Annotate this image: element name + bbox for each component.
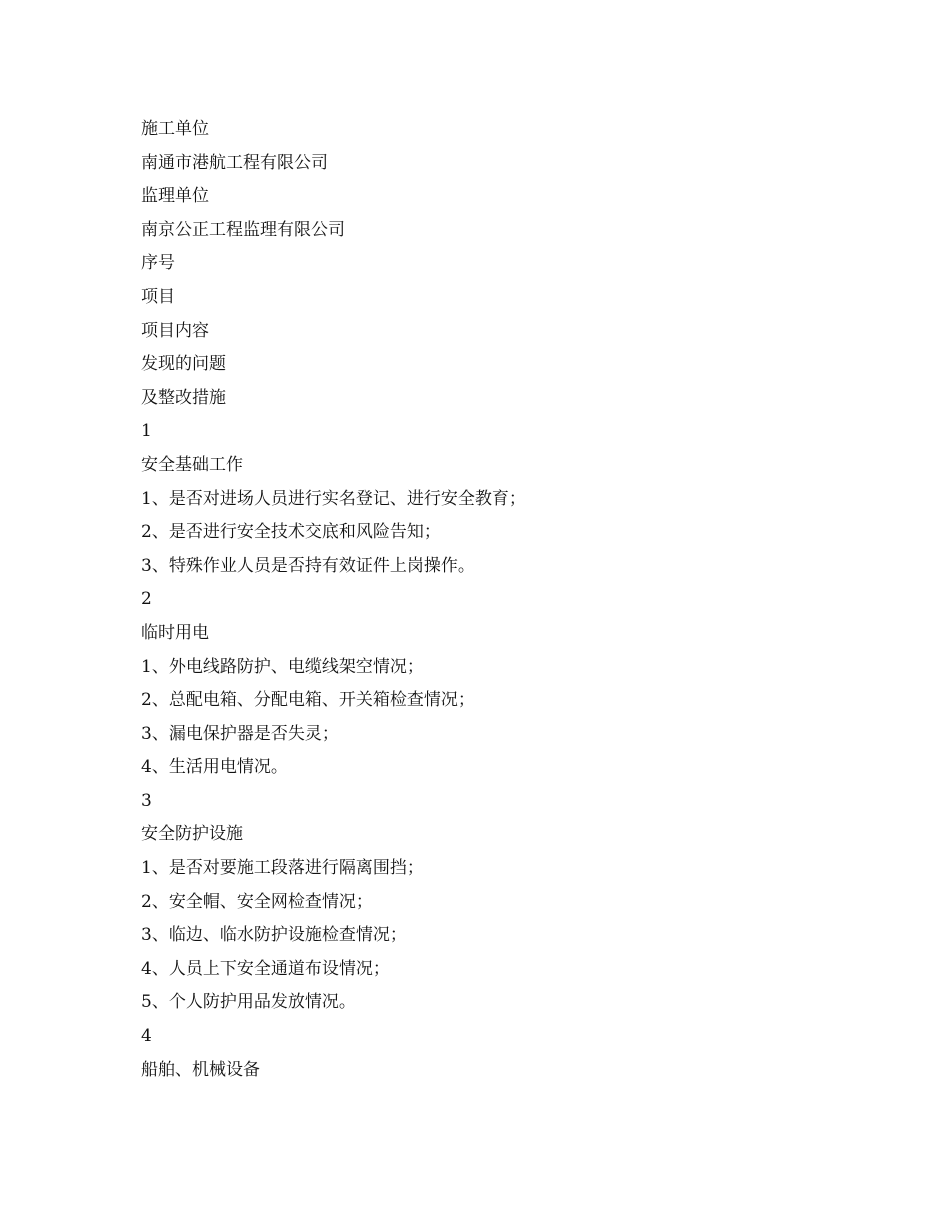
section-2-item-1: 1、外电线路防护、电缆线架空情况；	[141, 656, 424, 677]
section-4-title: 船舶、机械设备	[141, 1059, 260, 1080]
header-rectification-measures: 及整改措施	[141, 387, 226, 408]
header-serial-number: 序号	[141, 253, 175, 274]
section-2-number: 2	[141, 589, 152, 610]
header-item: 项目	[141, 286, 175, 307]
label-supervision-unit: 监理单位	[141, 186, 209, 207]
label-construction-unit: 施工单位	[141, 119, 209, 139]
section-3-item-1: 1、是否对要施工段落进行隔离围挡；	[141, 858, 424, 879]
section-3-item-5: 5、个人防护用品发放情况。	[141, 992, 356, 1013]
section-1-item-1: 1、是否对进场人员进行实名登记、进行安全教育；	[141, 488, 526, 509]
section-1-item-2: 2、是否进行安全技术交底和风险告知；	[141, 522, 441, 543]
section-2-item-4: 4、生活用电情况。	[141, 757, 288, 778]
header-item-content: 项目内容	[141, 320, 209, 341]
section-2-title: 临时用电	[141, 622, 209, 643]
section-1-item-3: 3、特殊作业人员是否持有效证件上岗操作。	[141, 555, 475, 576]
section-1-title: 安全基础工作	[141, 454, 243, 475]
section-3-title: 安全防护设施	[141, 824, 243, 845]
section-2-item-2: 2、总配电箱、分配电箱、开关箱检查情况；	[141, 690, 475, 711]
supervision-unit-name: 南京公正工程监理有限公司	[141, 219, 345, 240]
construction-unit-name: 南通市港航工程有限公司	[141, 152, 328, 173]
section-2-item-3: 3、漏电保护器是否失灵；	[141, 723, 339, 744]
section-3-item-3: 3、临边、临水防护设施检查情况；	[141, 925, 407, 946]
header-problems-found: 发现的问题	[141, 354, 226, 375]
section-3-item-4: 4、人员上下安全通道布设情况；	[141, 958, 390, 979]
section-3-item-2: 2、安全帽、安全网检查情况；	[141, 891, 373, 912]
section-4-number: 4	[141, 1026, 152, 1047]
section-3-number: 3	[141, 790, 152, 811]
document-body	[141, 113, 901, 1087]
section-1-number: 1	[141, 421, 152, 442]
